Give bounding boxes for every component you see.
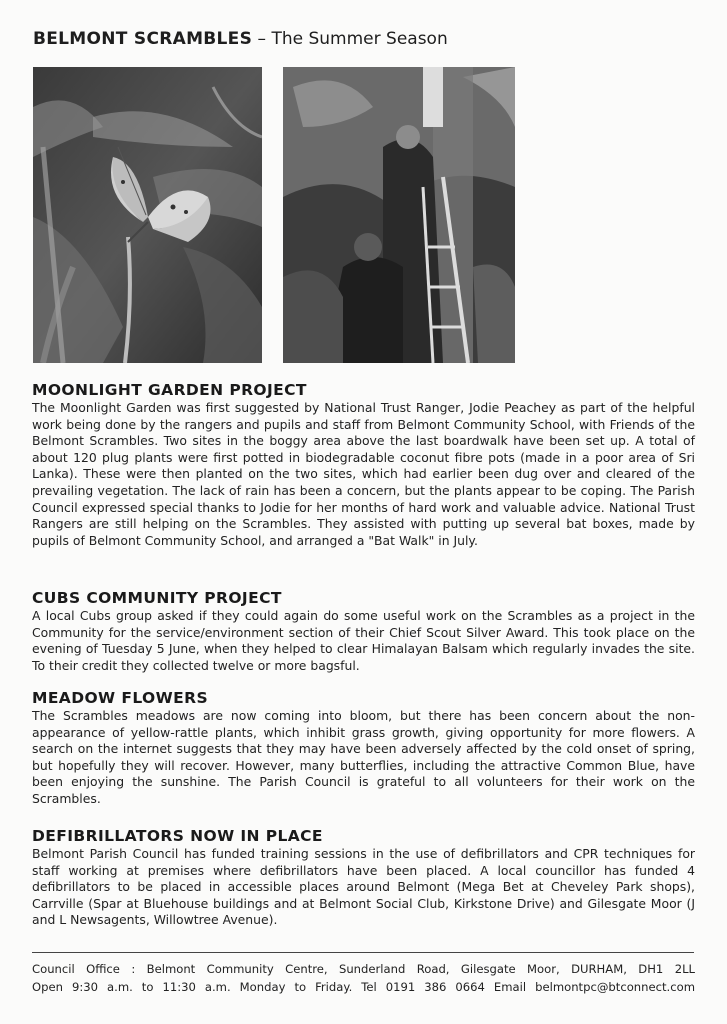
section-body: The Moonlight Garden was first suggested by National Trust Ranger, Jodie Peachey as part of the helpful work being done by the rangers and pupils and staff from Belmont Community School, with Friends of the Belmont Scrambles. Two sites in the boggy area above the last boardwalk have been set up. A total of about 120 plug plants were first potted in biodegradable coconut fibre pots (made in a poor area of Sri Lanka). These were then planted on the two sites, which had earlier been dug over and cleared of the prevailing vegetation. The lack of rain has been a concern, but the plants appear to be coping. The Parish Council expressed special thanks to Jodie for her months of hard work and valuable advice. National Trust Rangers are still helping on the Scrambles. They assisted with putting up several bat boxes, made by pupils of Belmont Community School, and arranged a "Bat Walk" in July. — [32, 400, 695, 548]
footer-address: Council Office : Belmont Community Centre, Sunderland Road, Gilesgate Moor, DURHAM, DH1 2LL — [32, 962, 695, 976]
page-title — [33, 28, 448, 50]
defibrillators-section — [32, 826, 695, 929]
page-title-bold: BELMONT SCRAMBLES — [33, 29, 253, 49]
ladder-photo — [283, 67, 515, 363]
ladder-photo-image — [283, 67, 515, 363]
section-heading: CUBS COMMUNITY PROJECT — [32, 589, 282, 607]
footer — [32, 960, 695, 996]
footer-contact: Open 9:30 a.m. to 11:30 a.m. Monday to Friday. Tel 0191 386 0664 Email belmontpc@btconnect.com — [32, 980, 695, 994]
footer-divider — [32, 952, 694, 953]
section-body: The Scrambles meadows are now coming into bloom, but there has been concern about the non-appearance of yellow-rattle plants, which inhibit grass growth, giving opportunity for more flowers. A search on the internet suggests that they may have been adversely affected by the cold onset of spring, but hopefully they will recover. However, many butterflies, including the attractive Common Blue, have been enjoying the sunshine. The Parish Council is grateful to all volunteers for their work on the Scrambles. — [32, 708, 695, 806]
meadow-flowers-section — [32, 688, 695, 808]
cubs-project-section — [32, 588, 695, 674]
butterfly-photo — [33, 67, 262, 363]
section-heading: DEFIBRILLATORS NOW IN PLACE — [32, 827, 323, 845]
section-body: Belmont Parish Council has funded training sessions in the use of defibrillators and CPR techniques for staff working at premises where defibrillators have been placed. A local councillor has funded 4 defibrillators to be placed in accessible places around Belmont (Mega Bet at Cheveley Park shops), Carrville (Spar at Bluehouse buildings and at Belmont Social Club, Kirkstone Drive) and Gilesgate Moor (J and L Newsagents, Willowtree Avenue). — [32, 846, 695, 928]
section-body: A local Cubs group asked if they could again do some useful work on the Scrambles as a project in the Community for the service/environment section of their Chief Scout Silver Award. This took place on the evening of Tuesday 5 June, when they helped to clear Himalayan Balsam which regularly invades the site. To their credit they collected twelve or more bagsful. — [32, 608, 695, 673]
butterfly-photo-image — [33, 67, 262, 363]
section-heading: MOONLIGHT GARDEN PROJECT — [32, 381, 307, 399]
moonlight-garden-section — [32, 380, 695, 549]
section-heading: MEADOW FLOWERS — [32, 689, 209, 707]
page-title-subtitle: – The Summer Season — [252, 29, 448, 49]
